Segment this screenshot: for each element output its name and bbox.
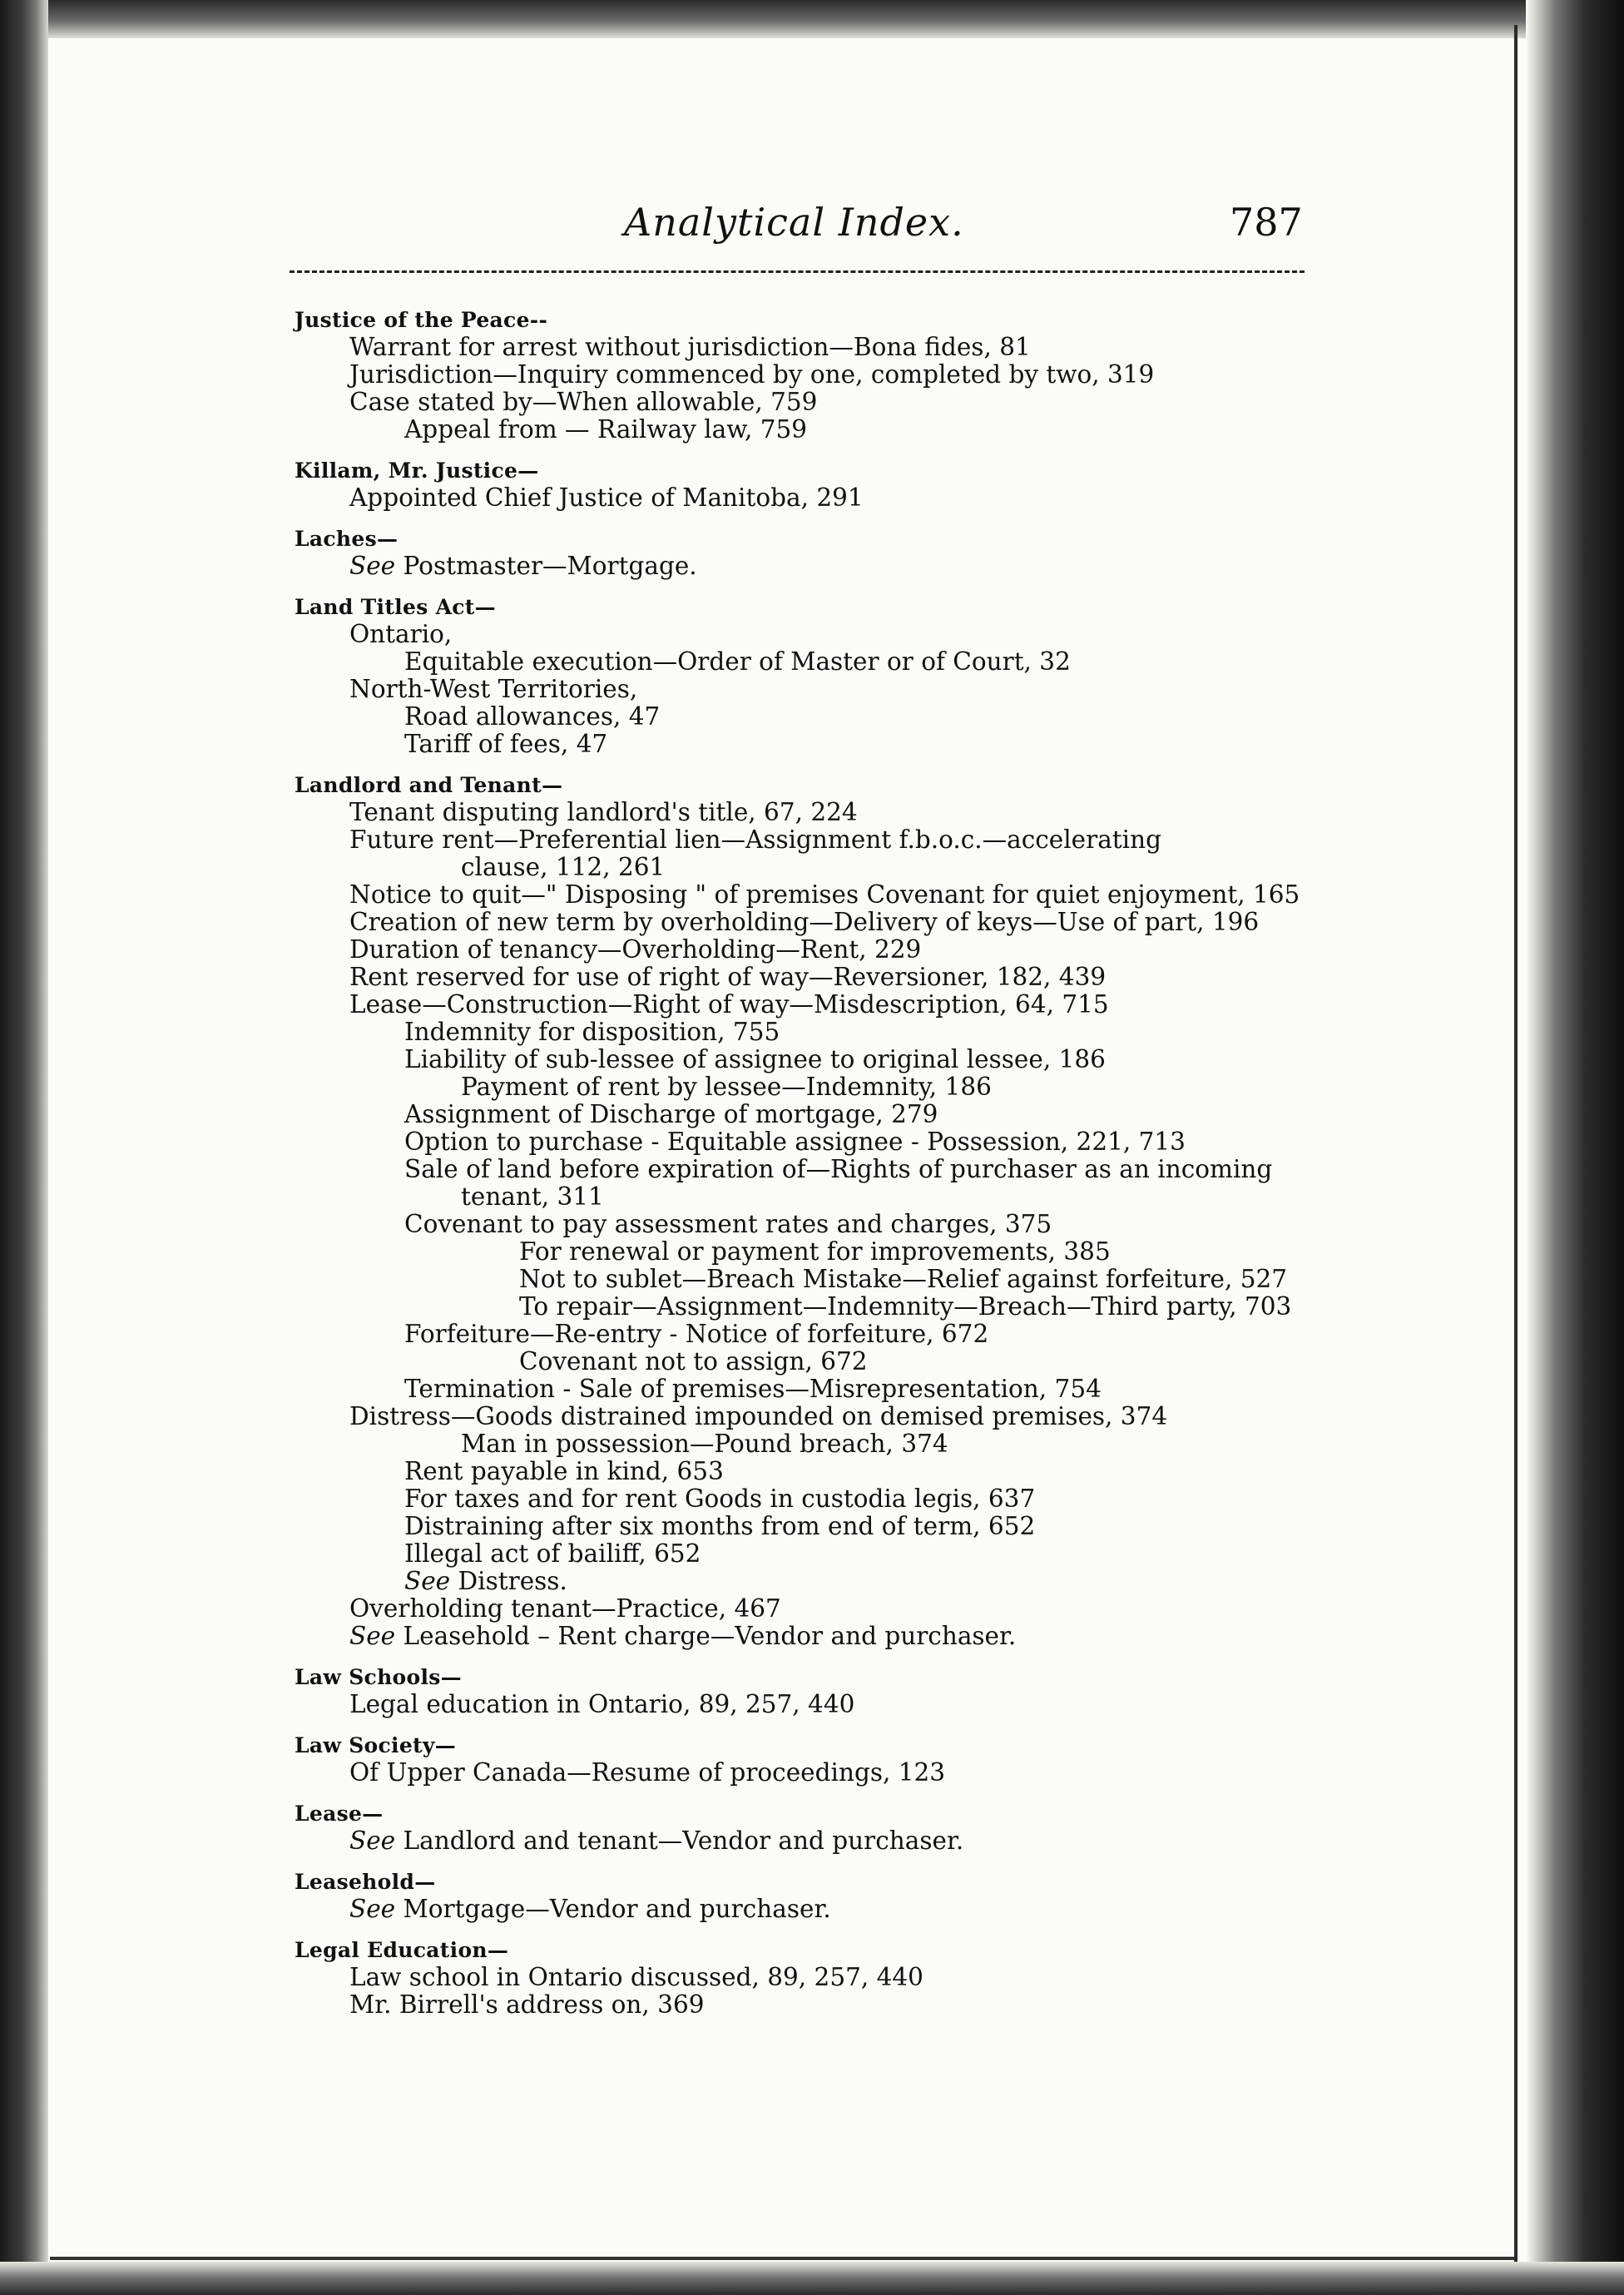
index-subentry xyxy=(295,1759,1376,1787)
subentry-text: Overholding tenant—Practice, 467 xyxy=(349,1594,781,1623)
index-subentry xyxy=(295,731,1376,758)
subentry-text: Covenant not to assign, 672 xyxy=(519,1347,868,1376)
index-subentry xyxy=(295,991,1376,1019)
index-subentry xyxy=(295,648,1376,676)
index-subentry xyxy=(295,1485,1376,1513)
subentry-text: Illegal act of bailiff, 652 xyxy=(404,1539,701,1568)
subentry-text: North-West Territories, xyxy=(349,675,638,703)
index-heading: Leasehold— xyxy=(295,1870,436,1894)
index-entry xyxy=(295,457,1376,512)
subentry-text: Warrant for arrest without jurisdiction—Bona fides, 81 xyxy=(349,333,1031,361)
index-subentry xyxy=(295,826,1376,854)
subentry-text: Rent reserved for use of right of way—Reversioner, 182, 439 xyxy=(349,963,1107,991)
index-subentry xyxy=(295,881,1376,909)
index-subentry xyxy=(295,799,1376,826)
index-subentry xyxy=(295,676,1376,703)
index-entry xyxy=(295,1936,1376,2019)
index-subentry xyxy=(295,1458,1376,1485)
index-subentry xyxy=(295,1046,1376,1073)
index-entry xyxy=(295,1868,1376,1923)
subentry-text: clause, 112, 261 xyxy=(461,853,666,881)
index-heading: Laches— xyxy=(295,527,399,551)
scan-edge-bottom xyxy=(0,2262,1624,2295)
index-subentry xyxy=(295,1540,1376,1568)
subentry-text: For renewal or payment for improvements, 385 xyxy=(519,1237,1111,1266)
subentry-text: Forfeiture—Re-entry - Notice of forfeiture, 672 xyxy=(404,1320,989,1348)
subentry-text: Mr. Birrell's address on, 369 xyxy=(349,1990,705,2019)
index-subentry xyxy=(295,1293,1376,1321)
index-subentry xyxy=(295,854,1376,881)
index-heading: Justice of the Peace-- xyxy=(295,308,548,332)
subentry-text: Leasehold – Rent charge—Vendor and purchaser. xyxy=(403,1622,1017,1650)
index-subentry xyxy=(295,1073,1376,1101)
index-subentry xyxy=(295,936,1376,964)
index-entry xyxy=(295,1663,1376,1718)
index-subentry xyxy=(295,703,1376,731)
index-subentry xyxy=(295,361,1376,389)
subentry-text: Postmaster—Mortgage. xyxy=(403,552,697,580)
subentry-text: Payment of rent by lessee—Indemnity, 186 xyxy=(461,1073,992,1101)
subentry-text: tenant, 311 xyxy=(461,1182,604,1211)
index-subentry xyxy=(295,1964,1376,1991)
subentry-text: Liability of sub-lessee of assignee to original lessee, 186 xyxy=(404,1045,1106,1073)
index-subentry xyxy=(295,1403,1376,1430)
subentry-text: Case stated by—When allowable, 759 xyxy=(349,388,818,416)
subentry-text: Indemnity for disposition, 755 xyxy=(404,1018,780,1046)
see-reference-label: See xyxy=(404,1567,451,1595)
subentry-text: Distress. xyxy=(458,1567,567,1595)
page-number: 787 xyxy=(1230,200,1303,245)
index-subentry xyxy=(295,416,1376,444)
subentry-text: To repair—Assignment—Indemnity—Breach—Third party, 703 xyxy=(519,1292,1292,1321)
index-subentry xyxy=(295,909,1376,936)
subentry-text: Duration of tenancy—Overholding—Rent, 229 xyxy=(349,935,922,964)
index-subentry xyxy=(295,484,1376,512)
scan-edge-right-line xyxy=(1514,25,1518,2272)
index-subentry xyxy=(295,1211,1376,1238)
index-subentry xyxy=(295,1376,1376,1403)
index-subentry xyxy=(295,1827,1376,1855)
index-subentry xyxy=(295,1128,1376,1156)
index-entry xyxy=(295,525,1376,580)
index-subentry xyxy=(295,1019,1376,1046)
subentry-text: Notice to quit—" Disposing " of premises Covenant for quiet enjoyment, 165 xyxy=(349,880,1300,909)
scan-edge-top xyxy=(0,0,1624,38)
subentry-text: Tariff of fees, 47 xyxy=(404,730,608,758)
subentry-text: Not to sublet—Breach Mistake—Relief against forfeiture, 527 xyxy=(519,1265,1288,1293)
index-entry xyxy=(295,593,1376,758)
subentry-text: Ontario, xyxy=(349,620,453,648)
subentry-text: Landlord and tenant—Vendor and purchaser. xyxy=(403,1827,964,1855)
index-heading: Law Schools— xyxy=(295,1665,462,1689)
subentry-text: Assignment of Discharge of mortgage, 279 xyxy=(404,1100,938,1128)
index-heading: Legal Education— xyxy=(295,1938,509,1962)
index-subentry xyxy=(295,1568,1376,1595)
index-subentry xyxy=(295,964,1376,991)
subentry-text: Jurisdiction—Inquiry commenced by one, completed by two, 319 xyxy=(349,360,1155,389)
subentry-text: Distraining after six months from end of term, 652 xyxy=(404,1512,1036,1540)
subentry-text: Mortgage—Vendor and purchaser. xyxy=(403,1895,831,1923)
index-subentry xyxy=(295,1183,1376,1211)
index-subentry xyxy=(295,1348,1376,1376)
index-subentry xyxy=(295,553,1376,580)
subentry-text: Covenant to pay assessment rates and charges, 375 xyxy=(404,1210,1052,1238)
header-rule xyxy=(290,270,1305,273)
index-subentry xyxy=(295,1156,1376,1183)
page-content xyxy=(283,200,1364,2019)
running-head xyxy=(283,200,1364,258)
index-subentry xyxy=(295,1896,1376,1923)
scan-edge-right xyxy=(1526,0,1624,2295)
subentry-text: Sale of land before expiration of—Rights of purchaser as an incoming xyxy=(404,1155,1273,1183)
subentry-text: Distress—Goods distrained impounded on demised premises, 374 xyxy=(349,1402,1168,1430)
index-subentry xyxy=(295,1266,1376,1293)
index-subentry xyxy=(295,1430,1376,1458)
index-subentry xyxy=(295,1321,1376,1348)
see-reference-label: See xyxy=(349,1622,396,1650)
subentry-text: Creation of new term by overholding—Delivery of keys—Use of part, 196 xyxy=(349,908,1260,936)
index-entry xyxy=(295,306,1376,444)
subentry-text: Equitable execution—Order of Master or of Court, 32 xyxy=(404,647,1071,676)
index-subentry xyxy=(295,621,1376,648)
index-entry xyxy=(295,1732,1376,1787)
running-head-title: Analytical Index. xyxy=(624,200,964,245)
subentry-text: For taxes and for rent Goods in custodia legis, 637 xyxy=(404,1485,1036,1513)
subentry-text: Of Upper Canada—Resume of proceedings, 123 xyxy=(349,1758,946,1787)
index-heading: Landlord and Tenant— xyxy=(295,773,563,797)
index-entry xyxy=(295,771,1376,1650)
index-subentry xyxy=(295,334,1376,361)
index-subentry xyxy=(295,1623,1376,1650)
index-subentry xyxy=(295,1513,1376,1540)
index-subentry xyxy=(295,1595,1376,1623)
index-entry xyxy=(295,1800,1376,1855)
index-list xyxy=(295,306,1376,2032)
index-heading: Killam, Mr. Justice— xyxy=(295,459,539,483)
subentry-text: Future rent—Preferential lien—Assignment f.b.o.c.—accelerating xyxy=(349,825,1161,854)
subentry-text: Option to purchase - Equitable assignee - Possession, 221, 713 xyxy=(404,1128,1186,1156)
index-subentry xyxy=(295,1691,1376,1718)
see-reference-label: See xyxy=(349,1895,396,1923)
subentry-text: Legal education in Ontario, 89, 257, 440 xyxy=(349,1690,855,1718)
see-reference-label: See xyxy=(349,1827,396,1855)
subentry-text: Law school in Ontario discussed, 89, 257, 440 xyxy=(349,1963,923,1991)
subentry-text: Tenant disputing landlord's title, 67, 224 xyxy=(349,798,858,826)
index-subentry xyxy=(295,1238,1376,1266)
index-subentry xyxy=(295,1101,1376,1128)
subentry-text: Road allowances, 47 xyxy=(404,702,661,731)
index-subentry xyxy=(295,1991,1376,2019)
index-heading: Lease— xyxy=(295,1802,384,1826)
subentry-text: Rent payable in kind, 653 xyxy=(404,1457,724,1485)
index-subentry xyxy=(295,389,1376,416)
see-reference-label: See xyxy=(349,552,396,580)
index-heading: Land Titles Act— xyxy=(295,595,496,619)
subentry-text: Man in possession—Pound breach, 374 xyxy=(461,1430,948,1458)
subentry-text: Appointed Chief Justice of Manitoba, 291 xyxy=(349,483,864,512)
scan-edge-left xyxy=(0,0,48,2295)
subentry-text: Lease—Construction—Right of way—Misdescription, 64, 715 xyxy=(349,990,1109,1019)
index-heading: Law Society— xyxy=(295,1733,457,1757)
subentry-text: Termination - Sale of premises—Misrepresentation, 754 xyxy=(404,1375,1102,1403)
scan-edge-bottom-line xyxy=(50,2257,1514,2260)
subentry-text: Appeal from — Railway law, 759 xyxy=(404,415,807,444)
